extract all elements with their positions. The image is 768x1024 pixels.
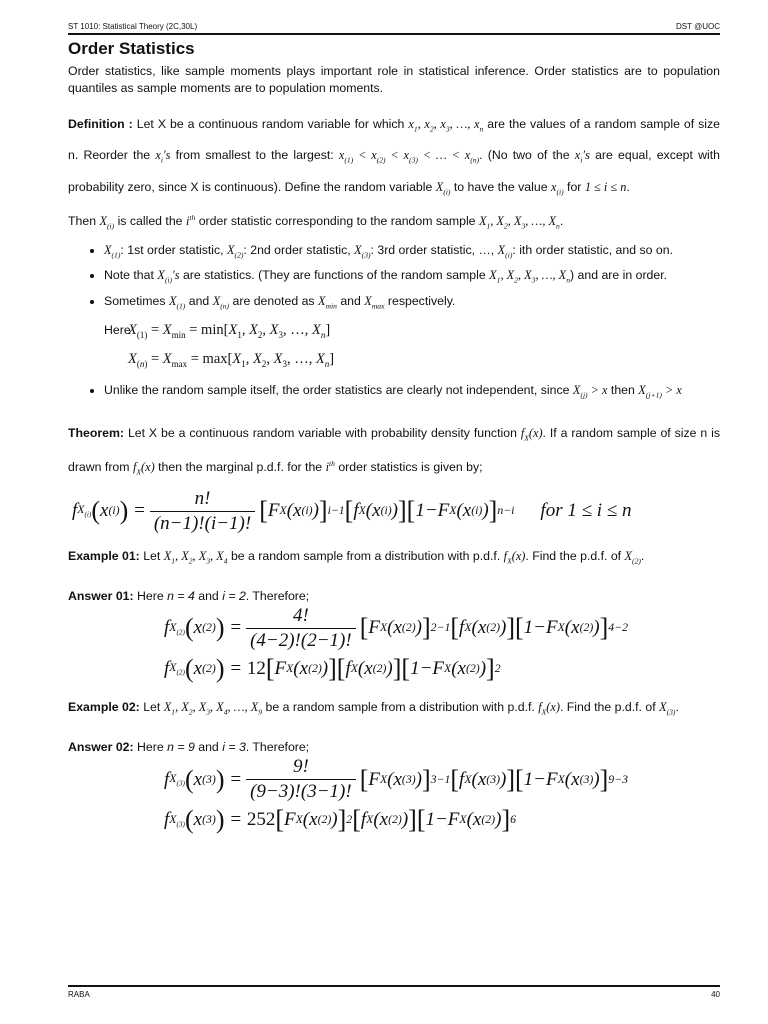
section-title: Order Statistics bbox=[68, 39, 195, 58]
then-line: Then $X_{(i)}$ is called the $i^{th}$ order statistic corresponding to the random sample $X_1$, $X_2$, $X_3$, …, $X_n$. bbox=[68, 213, 564, 231]
page-body bbox=[68, 22, 720, 835]
bullet-min-max: • Sometimes $X_{(1)}$ and $X_{(n)}$ are denoted as $X_{min}$ and $X_{max}$ respectively. bbox=[104, 291, 720, 316]
theorem-paragraph: Theorem: Let X be a continuous random variable with probability density function $f_X(x)$. If a random sample of size n is drawn from $f_X(x)$ then the marginal p.d.f. for the $i^{th}$ order statistics is given by; bbox=[68, 425, 720, 477]
answer2-formula-2: f $X_{(3)}$ ( x (3) ) = 252 [ F X (x (2) ) ] 2 [ f X (x (2) ) ][ 1−F X (x (2) ) ] 6 bbox=[164, 805, 516, 835]
answer1-formula-1: f $X_{(2)}$ ( x (2) ) = $\frac{4!}{(4-2)!(2-1)!}$ [ F X (x (2) ) ] 2−1 [ f X (x (2) ) ][ 1−F X (x (2) ) ] 4−2 bbox=[164, 604, 629, 651]
intro-paragraph: Order statistics, like sample moments plays important role in statistical inference. Order statistics are to population quantiles as sample moments are to population moments. bbox=[68, 64, 720, 95]
running-footer bbox=[68, 985, 720, 999]
answer1-line: Answer 01: Here n = 4 and i = 2. Therefore; bbox=[68, 588, 310, 603]
page-number: 40 bbox=[711, 990, 720, 999]
theorem-condition: for 1 ≤ i ≤ n bbox=[540, 500, 632, 521]
bullet-statistics: • Note that $X_{(i)}'s$ are statistics. (They are functions of the random sample $X_1$, $X_2$, $X_3$, …, $X_n$) and are in order. bbox=[104, 265, 720, 290]
bullet-order-names: • $X_{(1)}$: 1st order statistic, $X_{(2)}$: 2nd order statistic, $X_{(3)}$: 3rd order statistic, …, $X_{(i)}$: ith order statistic, and so on. bbox=[104, 240, 720, 265]
min-max-equations: Here $X_{(1)} = X_{min} = \min[X_1$, $X_2$, $X_3$, …, $X_n$] $X_{(n)} = X_{max} = \max[X_1$, $X_2$, $X_3$, …, $X_n$] bbox=[104, 322, 335, 370]
header-dept: DST @UOC bbox=[676, 22, 720, 31]
definition-paragraph: Definition : Let X be a continuous random variable for which $x_1$, $x_2$, $x_3$, …, $x_n$ are the values of a random sample of size n. Reorder the $x_i's$ from smallest to the largest: $x_{(1)} < x_{(2)} < x_{(3)}$ < … < $x_{(n)}$. (No two of the $x_i's$ are equal, except with probability zero, since X is continuous). Define the random variable $X_{(i)}$ to have the value $x_{(i)}$ for 1 ≤ i ≤ n. bbox=[68, 117, 720, 197]
bullet-list bbox=[68, 240, 720, 316]
answer2-line: Answer 02: Here n = 9 and i = 3. Therefore; bbox=[68, 740, 310, 755]
example2-paragraph: Example 02: Let $X_1$, $X_2$, $X_3$, $X_4$, …, $X_9$ be a random sample from a distribution with p.d.f. $f_X(x)$. Find the p.d.f. of $X_{(3)}$. bbox=[68, 699, 679, 717]
answer2-formula-1: f $X_{(3)}$ ( x (3) ) = $\frac{9!}{(9-3)!(3-1)!}$ [ F X (x (3) ) ] 3−1 [ f X (x (3) ) ][ 1−F X (x (3) ) ] 9−3 bbox=[164, 756, 629, 803]
header-course: ST 1010: Statistical Theory (2C,30L) bbox=[68, 22, 198, 31]
bullet-dependence: • Unlike the random sample itself, the order statistics are clearly not independent, since $X_{(j)} > x$ then $X_{(j+1)} > x$ bbox=[104, 380, 720, 405]
running-header bbox=[68, 22, 720, 35]
theorem-formula: f $X_{(i)}$ ( x (i) ) = $\frac{n!}{(n-1)!(i-1)!}$ [ F X (x (i) ) ] i−1 [ f X (x (i) ) ][ 1−F X (x (i) ) ] n−i for 1 ≤ i ≤ n bbox=[72, 487, 632, 534]
example1-paragraph: Example 01: Let $X_1$, $X_2$, $X_3$, $X_4$ be a random sample from a distribution with p.d.f. $f_X(x)$. Find the p.d.f. of $X_{(2)}$. bbox=[68, 548, 645, 565]
footer-author: RABA bbox=[68, 990, 90, 999]
answer1-formula-2: f $X_{(2)}$ ( x (2) ) = 12 [ F X (x (2) ) ][ f X (x (2) ) ][ 1−F X (x (2) ) ] 2 bbox=[164, 653, 501, 683]
